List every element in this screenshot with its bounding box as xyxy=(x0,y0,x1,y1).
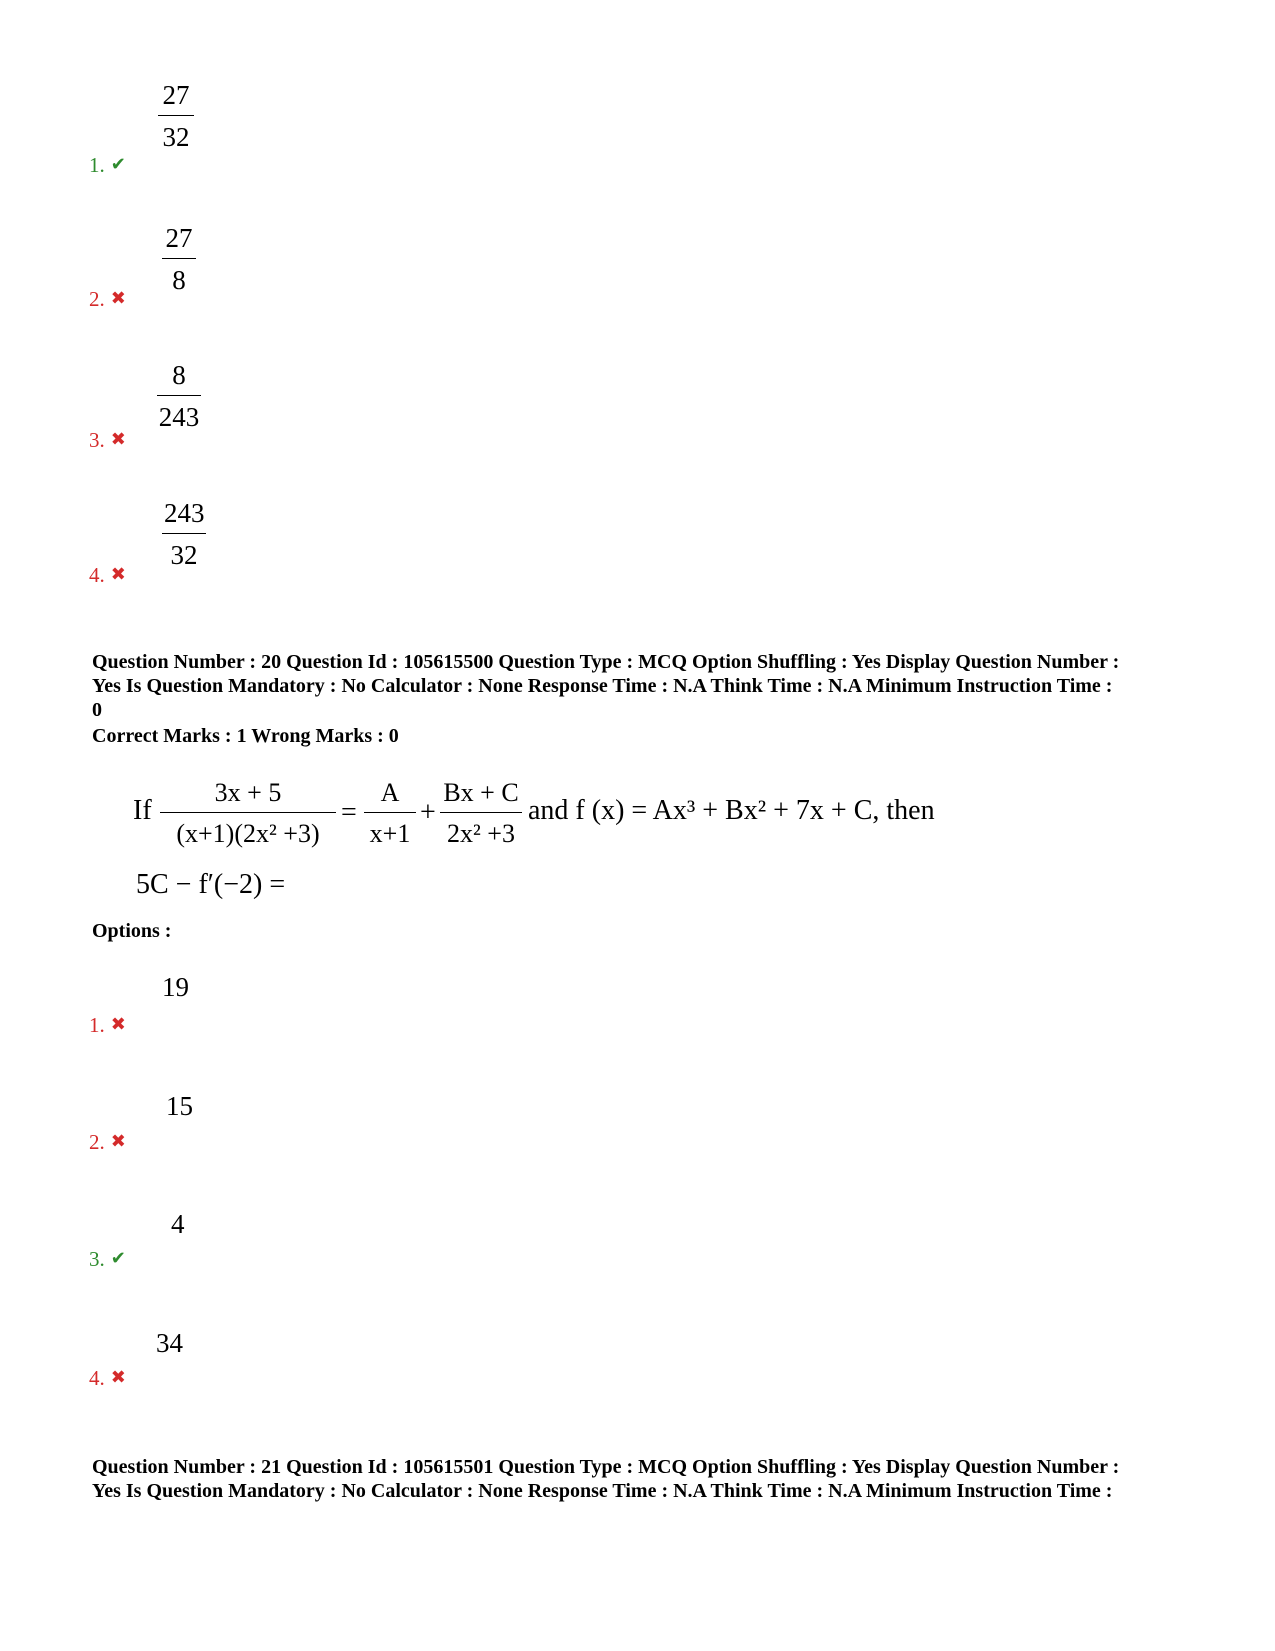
numerator: 27 xyxy=(162,80,190,110)
question-21-meta xyxy=(92,1455,1192,1503)
denominator: 8 xyxy=(172,265,186,295)
eq-fraction-3 xyxy=(440,780,522,847)
fraction xyxy=(158,82,194,151)
meta-line: Question Number : 21 Question Id : 105615501 Question Type : MCQ Option Shuffling : Yes Display Question Number : xyxy=(92,1456,1120,1478)
fraction xyxy=(162,225,196,294)
fraction xyxy=(162,500,206,569)
eq-line-2: 5C − f′(−2) = xyxy=(136,869,286,900)
numerator: 8 xyxy=(172,360,186,390)
option-number: 4. ✖ xyxy=(89,1366,126,1390)
denominator: 32 xyxy=(170,540,198,570)
cross-icon: ✖ xyxy=(110,1014,126,1034)
numerator: Bx + C xyxy=(443,778,519,807)
eq-fraction-1 xyxy=(160,780,336,847)
option-number: 3. ✖ xyxy=(89,428,126,452)
option-value: 15 xyxy=(166,1091,193,1121)
option-number: 3. ✔ xyxy=(89,1247,126,1271)
cross-icon: ✖ xyxy=(110,1131,126,1151)
numerator: A xyxy=(380,778,400,807)
option-value: 34 xyxy=(156,1328,183,1358)
eq-fraction-2 xyxy=(364,780,416,847)
option-value: 4 xyxy=(171,1209,185,1239)
option-number: 4. ✖ xyxy=(89,563,126,587)
options-label: Options : xyxy=(92,920,172,942)
denominator: 32 xyxy=(162,122,190,152)
eq-equals: = xyxy=(341,797,357,828)
cross-icon: ✖ xyxy=(110,564,126,584)
meta-line: Yes Is Question Mandatory : No Calculator : None Response Time : N.A Think Time : N.A Minimum Instruction Time : xyxy=(92,1480,1113,1502)
check-icon: ✔ xyxy=(110,154,126,174)
meta-line: 0 xyxy=(92,699,102,721)
meta-line: Question Number : 20 Question Id : 105615500 Question Type : MCQ Option Shuffling : Yes Display Question Number : xyxy=(92,651,1120,673)
cross-icon: ✖ xyxy=(110,288,126,308)
denominator: 243 xyxy=(158,402,200,432)
eq-if: If xyxy=(133,795,152,826)
option-number: 1. ✔ xyxy=(89,153,126,177)
question-20-meta xyxy=(92,650,1192,722)
option-number: 2. ✖ xyxy=(89,1130,126,1154)
numerator: 27 xyxy=(165,223,193,253)
option-value: 19 xyxy=(162,972,189,1002)
check-icon: ✔ xyxy=(110,1248,126,1268)
cross-icon: ✖ xyxy=(110,1367,126,1387)
meta-line: Yes Is Question Mandatory : No Calculator : None Response Time : N.A Think Time : N.A Minimum Instruction Time : xyxy=(92,675,1113,697)
option-number: 1. ✖ xyxy=(89,1013,126,1037)
cross-icon: ✖ xyxy=(110,429,126,449)
question-20-marks: Correct Marks : 1 Wrong Marks : 0 xyxy=(92,725,399,747)
eq-plus: + xyxy=(420,797,436,828)
numerator: 243 xyxy=(164,498,205,528)
option-number: 2. ✖ xyxy=(89,287,126,311)
denominator: (x+1)(2x² +3) xyxy=(176,819,320,848)
fraction xyxy=(157,362,201,431)
eq-tail: and f (x) = Ax³ + Bx² + 7x + C, then xyxy=(528,795,935,826)
numerator: 3x + 5 xyxy=(214,778,282,807)
denominator: 2x² +3 xyxy=(447,819,515,848)
denominator: x+1 xyxy=(369,819,411,848)
